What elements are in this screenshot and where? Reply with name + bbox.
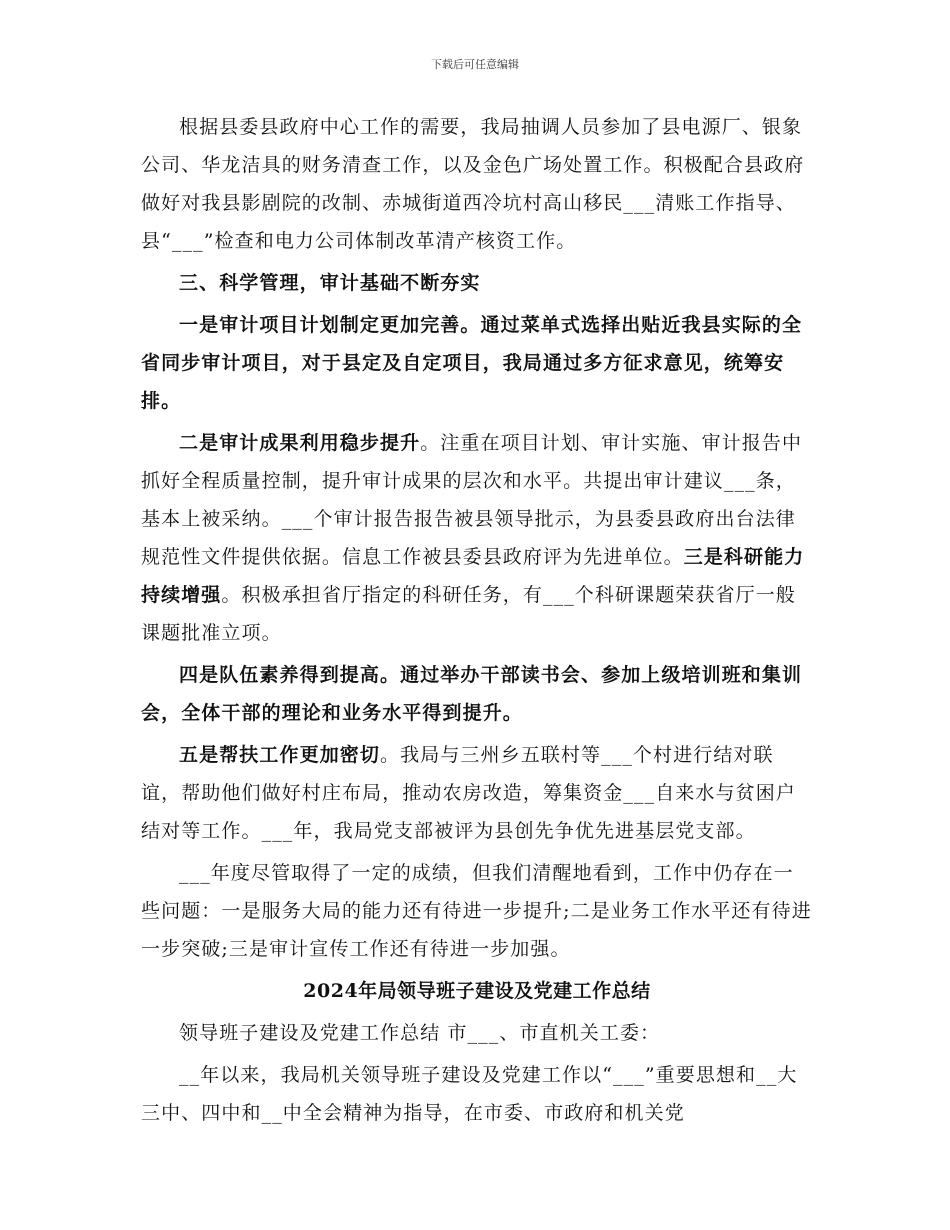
paragraph-item-1: 一是审计项目计划制定更加完善。通过菜单式选择出贴近我县实际的全省同步审计项目，对于县定及自定项目，我局通过多方征求意见，统筹安排。: [141, 314, 803, 412]
section-heading-3: 三、科学管理，审计基础不断夯实: [179, 272, 481, 294]
item-3-text: 。积极承担省厅指定的科研任务，有___个科研课题荣获省厅一般课题批准立项。: [141, 584, 796, 644]
paragraph-salutation: 领导班子建设及党建工作总结 市___、市直机关工委：: [179, 1022, 661, 1044]
item-2-lead: 二是审计成果利用稳步提升: [179, 432, 421, 454]
document-title-2024: 2024年局领导班子建设及党建工作总结: [303, 980, 651, 1002]
paragraph-intro: __年以来，我局机关领导班子建设及党建工作以“___”重要思想和__大三中、四中和__中全会精神为指导，在市委、市政府和机关党: [141, 1064, 798, 1124]
paragraph-item-2-3: [141, 424, 813, 652]
header-note: 下载后可任意编辑: [431, 58, 519, 71]
item-2-text: 。注重在项目计划、审计实施、审计报告中抓好全程质量控制，提升审计成果的层次和水平。共提出审计建议___条，基本上被采纳。___个审计报告报告被县领导批示，为县委县政府出台法律规范性文件提供依据。信息工作被县委县政府评为先进单位。: [141, 432, 803, 568]
paragraph-item-5: [141, 736, 813, 850]
paragraph-summary: ___年度尽管取得了一定的成绩，但我们清醒地看到，工作中仍存在一些问题：一是服务大局的能力还有待进一步提升;二是业务工作水平还有待进一步突破;三是审计宣传工作还有待进一步加强。: [141, 862, 812, 960]
item-5-lead: 五是帮扶工作更加密切: [179, 744, 381, 766]
paragraph-item-4: 四是队伍素养得到提高。通过举办干部读书会、参加上级培训班和集训会，全体干部的理论和业务水平得到提升。: [141, 664, 803, 724]
document-body: [141, 108, 813, 1132]
item-3-lead: 三是科研能力持续增强: [141, 546, 805, 606]
item-5-text: 。我局与三州乡五联村等___个村进行结对联谊，帮助他们做好村庄布局，推动农房改造，筹集资金___自来水与贫困户结对等工作。___年，我局党支部被评为县创先争优先进基层党支部。: [141, 744, 796, 842]
paragraph-audit-assignments: 根据县委县政府中心工作的需要，我局抽调人员参加了县电源厂、银象公司、华龙洁具的财务清查工作，以及金色广场处置工作。积极配合县政府做好对我县影剧院的改制、赤城街道西冷坑村高山移民___清账工作指导、县“___”检查和电力公司体制改革清产核资工作。: [141, 116, 805, 252]
